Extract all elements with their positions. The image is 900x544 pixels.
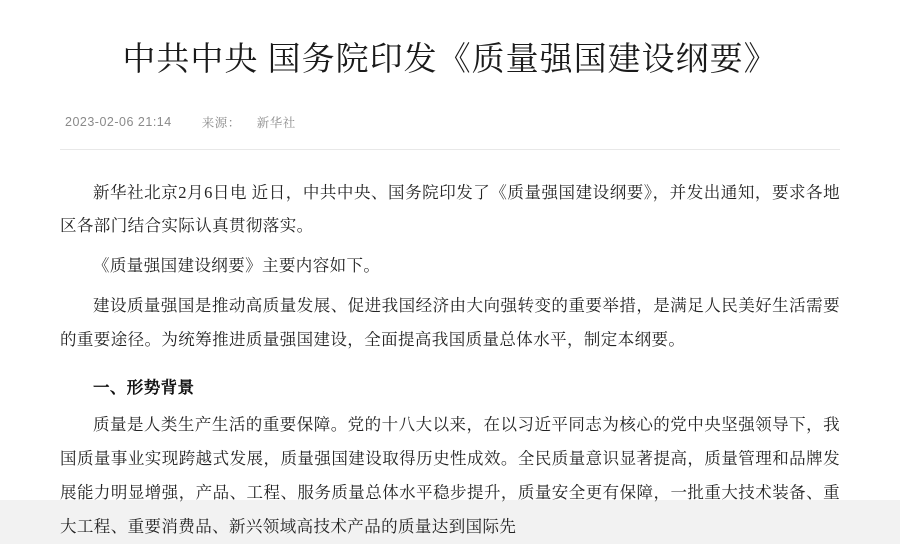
paragraph: 《质量强国建设纲要》主要内容如下。	[93, 256, 381, 276]
paragraph: 质量是人类生产生活的重要保障。党的十八大以来，在以习近平同志为核心的党中央坚强领导下，我国质量事业实现跨越式发展，质量强国建设取得历史性成效。全民质量意识显著提高，质量管理和品牌发展能力明显增强，产品、工程、服务质量总体水平稳步提升，质量安全更有保障，一批重大技术装备、重大工程、重要消费品、新兴领域高技术产品的质量达到国际先	[60, 415, 840, 536]
section-heading: 一、形势背景	[93, 377, 195, 397]
source-name[interactable]: 新华社	[256, 115, 296, 130]
header-divider	[60, 149, 840, 150]
publish-date: 2023-02-06 21:14	[65, 114, 172, 129]
paragraph: 建设质量强国是推动高质量发展、促进我国经济由大向强转变的重要举措，是满足人民美好生活需要的重要途径。为统筹推进质量强国建设，全面提高我国质量总体水平，制定本纲要。	[60, 295, 840, 349]
page-title: 中共中央 国务院印发《质量强国建设纲要》	[122, 42, 778, 78]
source-label: 来源：	[201, 115, 241, 130]
article-body	[60, 176, 840, 544]
paragraph: 新华社北京2月6日电 近日，中共中央、国务院印发了《质量强国建设纲要》，并发出通知，要求各地区各部门结合实际认真贯彻落实。	[60, 182, 840, 236]
article-meta	[60, 113, 840, 131]
